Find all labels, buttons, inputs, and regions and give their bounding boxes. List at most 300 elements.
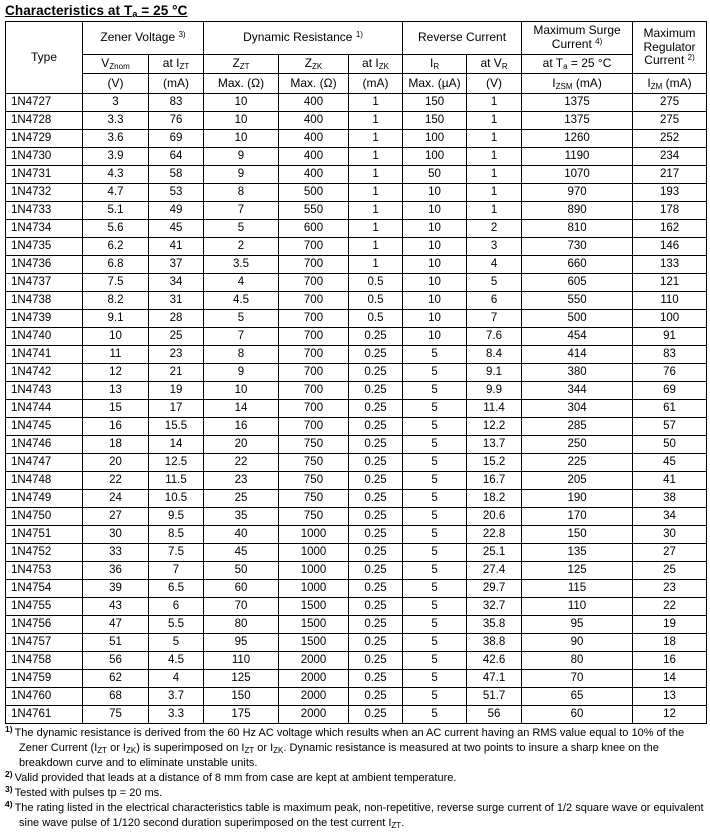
- cell-at-izk: 0.25: [349, 688, 403, 706]
- cell-izsm: 1190: [522, 148, 633, 166]
- cell-vznom: 7.5: [83, 274, 149, 292]
- footnote-marker: 2): [5, 769, 13, 779]
- cell-at-vr: 42.6: [467, 652, 522, 670]
- cell-zzk: 2000: [279, 706, 349, 724]
- cell-izm: 121: [633, 274, 707, 292]
- cell-at-vr: 1: [467, 202, 522, 220]
- cell-zzt: 2: [204, 238, 279, 256]
- cell-zzk: 400: [279, 130, 349, 148]
- cell-zzk: 550: [279, 202, 349, 220]
- cell-at-izt: 64: [149, 148, 204, 166]
- table-row: [6, 616, 707, 634]
- cell-zzt: 95: [204, 634, 279, 652]
- cell-at-izt: 37: [149, 256, 204, 274]
- cell-type: 1N4757: [6, 634, 83, 652]
- cell-at-vr: 8.4: [467, 346, 522, 364]
- cell-at-izt: 58: [149, 166, 204, 184]
- cell-izm: 22: [633, 598, 707, 616]
- cell-type: 1N4733: [6, 202, 83, 220]
- cell-at-vr: 9.1: [467, 364, 522, 382]
- cell-at-izk: 0.25: [349, 526, 403, 544]
- cell-ir: 5: [403, 346, 467, 364]
- cell-at-vr: 4: [467, 256, 522, 274]
- cell-at-vr: 1: [467, 130, 522, 148]
- cell-type: 1N4756: [6, 616, 83, 634]
- cell-ir: 5: [403, 634, 467, 652]
- unit-row: [6, 74, 707, 94]
- table-row: [6, 508, 707, 526]
- cell-type: 1N4738: [6, 292, 83, 310]
- cell-at-vr: 5: [467, 274, 522, 292]
- cell-at-vr: 1: [467, 148, 522, 166]
- cell-at-vr: 12.2: [467, 418, 522, 436]
- cell-ir: 5: [403, 400, 467, 418]
- cell-at-izk: 0.25: [349, 328, 403, 346]
- cell-zzt: 10: [204, 130, 279, 148]
- cell-at-izk: 0.25: [349, 598, 403, 616]
- cell-type: 1N4736: [6, 256, 83, 274]
- cell-ir: 10: [403, 256, 467, 274]
- cell-zzk: 500: [279, 184, 349, 202]
- cell-ir: 10: [403, 292, 467, 310]
- cell-izm: 18: [633, 634, 707, 652]
- cell-zzk: 2000: [279, 688, 349, 706]
- group-header-max-regulator-current: Maximum Regulator Current $^{2)}$: [633, 22, 707, 74]
- cell-vznom: 39: [83, 580, 149, 598]
- cell-vznom: 33: [83, 544, 149, 562]
- cell-type: 1N4759: [6, 670, 83, 688]
- cell-ir: 5: [403, 436, 467, 454]
- cell-vznom: 5.6: [83, 220, 149, 238]
- cell-izm: 162: [633, 220, 707, 238]
- cell-zzk: 700: [279, 292, 349, 310]
- table-row: [6, 670, 707, 688]
- characteristics-table: [5, 21, 707, 724]
- cell-zzk: 1000: [279, 526, 349, 544]
- cell-at-izt: 34: [149, 274, 204, 292]
- cell-at-vr: 2: [467, 220, 522, 238]
- cell-zzt: 125: [204, 670, 279, 688]
- cell-at-vr: 27.4: [467, 562, 522, 580]
- cell-izsm: 304: [522, 400, 633, 418]
- cell-ir: 5: [403, 382, 467, 400]
- cell-at-vr: 47.1: [467, 670, 522, 688]
- cell-vznom: 24: [83, 490, 149, 508]
- table-row: [6, 112, 707, 130]
- cell-vznom: 3.3: [83, 112, 149, 130]
- cell-at-izk: 1: [349, 220, 403, 238]
- table-row: [6, 94, 707, 112]
- cell-vznom: 75: [83, 706, 149, 724]
- cell-vznom: 15: [83, 400, 149, 418]
- cell-zzt: 8: [204, 346, 279, 364]
- cell-ir: 10: [403, 238, 467, 256]
- cell-at-izk: 0.5: [349, 274, 403, 292]
- cell-at-izk: 1: [349, 184, 403, 202]
- table-row: [6, 256, 707, 274]
- cell-zzk: 750: [279, 436, 349, 454]
- cell-type: 1N4734: [6, 220, 83, 238]
- cell-zzk: 700: [279, 238, 349, 256]
- cell-at-izt: 9.5: [149, 508, 204, 526]
- cell-izsm: 170: [522, 508, 633, 526]
- table-row: [6, 310, 707, 328]
- symbol-header: $Z_{ZT}$: [204, 55, 279, 74]
- cell-zzk: 700: [279, 382, 349, 400]
- cell-at-vr: 1: [467, 184, 522, 202]
- cell-at-izt: 4.5: [149, 652, 204, 670]
- cell-izm: 19: [633, 616, 707, 634]
- cell-zzk: 400: [279, 112, 349, 130]
- cell-at-izk: 1: [349, 166, 403, 184]
- cell-ir: 10: [403, 220, 467, 238]
- cell-izsm: 80: [522, 652, 633, 670]
- cell-at-izt: 10.5: [149, 490, 204, 508]
- cell-zzk: 1000: [279, 580, 349, 598]
- cell-zzt: 22: [204, 454, 279, 472]
- cell-izm: 14: [633, 670, 707, 688]
- cell-at-izt: 69: [149, 130, 204, 148]
- cell-at-izt: 3.7: [149, 688, 204, 706]
- cell-at-vr: 29.7: [467, 580, 522, 598]
- cell-vznom: 22: [83, 472, 149, 490]
- cell-at-izt: 21: [149, 364, 204, 382]
- cell-at-izt: 14: [149, 436, 204, 454]
- cell-izm: 61: [633, 400, 707, 418]
- cell-at-izt: 5: [149, 634, 204, 652]
- cell-zzt: 23: [204, 472, 279, 490]
- cell-ir: 5: [403, 598, 467, 616]
- cell-at-vr: 7: [467, 310, 522, 328]
- cell-at-izk: 1: [349, 238, 403, 256]
- cell-zzk: 1500: [279, 616, 349, 634]
- column-header-type: Type: [6, 22, 83, 94]
- cell-izm: 91: [633, 328, 707, 346]
- cell-at-izt: 83: [149, 94, 204, 112]
- cell-izsm: 1375: [522, 112, 633, 130]
- cell-at-izk: 0.25: [349, 400, 403, 418]
- cell-at-vr: 15.2: [467, 454, 522, 472]
- cell-at-izk: 1: [349, 202, 403, 220]
- cell-zzt: 16: [204, 418, 279, 436]
- cell-at-vr: 13.7: [467, 436, 522, 454]
- cell-vznom: 20: [83, 454, 149, 472]
- cell-at-izk: 0.25: [349, 544, 403, 562]
- cell-ir: 5: [403, 616, 467, 634]
- footnote: [5, 771, 705, 786]
- symbol-header: at $I_{ZK}$: [349, 55, 403, 74]
- cell-ir: 50: [403, 166, 467, 184]
- cell-zzk: 1500: [279, 598, 349, 616]
- cell-izsm: 125: [522, 562, 633, 580]
- table-row: [6, 202, 707, 220]
- unit-header: (V): [467, 74, 522, 94]
- cell-vznom: 47: [83, 616, 149, 634]
- cell-type: 1N4758: [6, 652, 83, 670]
- cell-at-vr: 1: [467, 112, 522, 130]
- cell-ir: 100: [403, 148, 467, 166]
- cell-vznom: 36: [83, 562, 149, 580]
- cell-zzk: 400: [279, 166, 349, 184]
- unit-header: $I_{ZSM}$ (mA): [522, 74, 633, 94]
- cell-zzk: 700: [279, 274, 349, 292]
- group-row: [6, 22, 707, 55]
- cell-at-vr: 11.4: [467, 400, 522, 418]
- cell-zzk: 400: [279, 148, 349, 166]
- symbol-header: $V_{Znom}$: [83, 55, 149, 74]
- cell-at-izt: 76: [149, 112, 204, 130]
- cell-izm: 146: [633, 238, 707, 256]
- group-header-max-surge-current: Maximum Surge Current $^{4)}$: [522, 22, 633, 55]
- cell-izsm: 970: [522, 184, 633, 202]
- cell-ir: 5: [403, 670, 467, 688]
- cell-zzt: 70: [204, 598, 279, 616]
- cell-type: 1N4748: [6, 472, 83, 490]
- cell-izm: 34: [633, 508, 707, 526]
- cell-vznom: 56: [83, 652, 149, 670]
- cell-type: 1N4737: [6, 274, 83, 292]
- cell-ir: 10: [403, 274, 467, 292]
- cell-zzt: 9: [204, 364, 279, 382]
- cell-type: 1N4760: [6, 688, 83, 706]
- cell-at-izk: 0.5: [349, 310, 403, 328]
- table-row: [6, 706, 707, 724]
- cell-type: 1N4735: [6, 238, 83, 256]
- cell-zzt: 4: [204, 274, 279, 292]
- cell-ir: 150: [403, 94, 467, 112]
- cell-ir: 5: [403, 490, 467, 508]
- cell-zzk: 700: [279, 346, 349, 364]
- cell-zzt: 5: [204, 220, 279, 238]
- footnotes: [5, 726, 705, 831]
- cell-at-izk: 0.25: [349, 490, 403, 508]
- cell-at-izt: 5.5: [149, 616, 204, 634]
- cell-zzt: 14: [204, 400, 279, 418]
- table-row: [6, 688, 707, 706]
- footnote-text: The rating listed in the electrical characteristics table is maximum peak, non-repetitive, reverse surge current of 1/2 square wave or equivalent sine wave pulse of 1/120 second duration superimposed on the test current $I_{ZT}$.: [14, 802, 704, 830]
- cell-at-izt: 3.3: [149, 706, 204, 724]
- cell-at-izk: 0.25: [349, 580, 403, 598]
- cell-vznom: 9.1: [83, 310, 149, 328]
- cell-type: 1N4747: [6, 454, 83, 472]
- cell-izm: 45: [633, 454, 707, 472]
- cell-izm: 12: [633, 706, 707, 724]
- cell-ir: 5: [403, 454, 467, 472]
- cell-zzt: 10: [204, 382, 279, 400]
- cell-zzk: 750: [279, 454, 349, 472]
- cell-at-izk: 0.25: [349, 634, 403, 652]
- cell-izsm: 500: [522, 310, 633, 328]
- cell-type: 1N4732: [6, 184, 83, 202]
- cell-at-izk: 1: [349, 256, 403, 274]
- cell-at-vr: 18.2: [467, 490, 522, 508]
- footnote-marker: 4): [5, 799, 13, 809]
- cell-izm: 100: [633, 310, 707, 328]
- cell-zzk: 1500: [279, 634, 349, 652]
- cell-ir: 5: [403, 508, 467, 526]
- cell-vznom: 43: [83, 598, 149, 616]
- cell-izsm: 60: [522, 706, 633, 724]
- unit-header: Max. (Ω): [204, 74, 279, 94]
- cell-type: 1N4727: [6, 94, 83, 112]
- cell-izm: 16: [633, 652, 707, 670]
- cell-at-vr: 25.1: [467, 544, 522, 562]
- cell-at-izt: 6.5: [149, 580, 204, 598]
- cell-zzk: 750: [279, 508, 349, 526]
- footnote-text: Valid provided that leads at a distance of 8 mm from case are kept at ambient temperature.: [14, 772, 457, 784]
- cell-izsm: 1375: [522, 94, 633, 112]
- cell-izsm: 95: [522, 616, 633, 634]
- cell-zzt: 7: [204, 328, 279, 346]
- cell-zzt: 175: [204, 706, 279, 724]
- cell-izsm: 65: [522, 688, 633, 706]
- cell-zzt: 25: [204, 490, 279, 508]
- cell-zzk: 700: [279, 328, 349, 346]
- cell-izm: 275: [633, 94, 707, 112]
- cell-at-izk: 1: [349, 94, 403, 112]
- cell-vznom: 3: [83, 94, 149, 112]
- cell-at-izt: 25: [149, 328, 204, 346]
- cell-zzt: 9: [204, 148, 279, 166]
- cell-at-izk: 0.25: [349, 364, 403, 382]
- footnote-text: Tested with pulses tp = 20 ms.: [14, 787, 163, 799]
- cell-izsm: 380: [522, 364, 633, 382]
- cell-ir: 5: [403, 418, 467, 436]
- cell-ir: 5: [403, 562, 467, 580]
- cell-zzt: 150: [204, 688, 279, 706]
- cell-izm: 133: [633, 256, 707, 274]
- cell-ir: 5: [403, 652, 467, 670]
- symbol-header: $I_R$: [403, 55, 467, 74]
- cell-ir: 5: [403, 526, 467, 544]
- cell-type: 1N4729: [6, 130, 83, 148]
- cell-at-izt: 15.5: [149, 418, 204, 436]
- cell-at-izk: 0.25: [349, 382, 403, 400]
- cell-at-vr: 22.8: [467, 526, 522, 544]
- table-row: [6, 652, 707, 670]
- cell-izsm: 205: [522, 472, 633, 490]
- cell-vznom: 11: [83, 346, 149, 364]
- table-row: [6, 130, 707, 148]
- cell-type: 1N4746: [6, 436, 83, 454]
- cell-at-vr: 7.6: [467, 328, 522, 346]
- cell-at-izk: 0.25: [349, 346, 403, 364]
- cell-izm: 30: [633, 526, 707, 544]
- cell-at-izk: 0.25: [349, 436, 403, 454]
- cell-zzt: 7: [204, 202, 279, 220]
- symbol-row: [6, 55, 707, 74]
- table-row: [6, 220, 707, 238]
- symbol-header: at $T_a = 25$ °C: [522, 55, 633, 74]
- cell-ir: 10: [403, 202, 467, 220]
- cell-type: 1N4742: [6, 364, 83, 382]
- cell-at-izk: 0.25: [349, 706, 403, 724]
- table-row: [6, 148, 707, 166]
- table-row: [6, 472, 707, 490]
- table-row: [6, 562, 707, 580]
- cell-at-izt: 41: [149, 238, 204, 256]
- cell-zzk: 700: [279, 256, 349, 274]
- cell-zzt: 50: [204, 562, 279, 580]
- cell-at-vr: 56: [467, 706, 522, 724]
- cell-at-izt: 8.5: [149, 526, 204, 544]
- cell-vznom: 10: [83, 328, 149, 346]
- footnote: [5, 726, 705, 771]
- cell-at-izt: 7.5: [149, 544, 204, 562]
- cell-vznom: 4.3: [83, 166, 149, 184]
- group-header-dynamic-resistance: Dynamic Resistance $^{1)}$: [204, 22, 403, 55]
- cell-izsm: 190: [522, 490, 633, 508]
- table-row: [6, 526, 707, 544]
- cell-at-izk: 0.25: [349, 508, 403, 526]
- cell-vznom: 6.8: [83, 256, 149, 274]
- cell-at-vr: 3: [467, 238, 522, 256]
- cell-at-izk: 1: [349, 148, 403, 166]
- cell-at-vr: 38.8: [467, 634, 522, 652]
- cell-vznom: 4.7: [83, 184, 149, 202]
- cell-vznom: 6.2: [83, 238, 149, 256]
- cell-zzt: 9: [204, 166, 279, 184]
- cell-izm: 27: [633, 544, 707, 562]
- cell-type: 1N4744: [6, 400, 83, 418]
- cell-at-izt: 45: [149, 220, 204, 238]
- table-row: [6, 454, 707, 472]
- cell-izsm: 70: [522, 670, 633, 688]
- cell-at-izk: 1: [349, 112, 403, 130]
- cell-zzt: 80: [204, 616, 279, 634]
- table-row: [6, 634, 707, 652]
- cell-vznom: 13: [83, 382, 149, 400]
- cell-at-vr: 9.9: [467, 382, 522, 400]
- table-header: [6, 22, 707, 94]
- cell-vznom: 27: [83, 508, 149, 526]
- table-row: [6, 418, 707, 436]
- cell-at-izk: 1: [349, 130, 403, 148]
- cell-vznom: 68: [83, 688, 149, 706]
- cell-at-vr: 1: [467, 94, 522, 112]
- table-row: [6, 292, 707, 310]
- cell-vznom: 51: [83, 634, 149, 652]
- footnote-marker: 3): [5, 784, 13, 794]
- cell-izm: 41: [633, 472, 707, 490]
- unit-header: Max. (µA): [403, 74, 467, 94]
- cell-izm: 23: [633, 580, 707, 598]
- cell-izm: 217: [633, 166, 707, 184]
- cell-izsm: 1070: [522, 166, 633, 184]
- table-row: [6, 400, 707, 418]
- group-header-reverse-current: Reverse Current: [403, 22, 522, 55]
- footnote: [5, 801, 705, 831]
- cell-at-izt: 6: [149, 598, 204, 616]
- table-row: [6, 166, 707, 184]
- unit-header: (mA): [349, 74, 403, 94]
- footnote-text: The dynamic resistance is derived from the 60 Hz AC voltage which results when an AC current having an RMS value equal to 10% of the Zener Current ($I_{ZT}$ or $I_{ZK}$) is superimposed on $I_{ZT}$ or $I_{ZK}$. Dynamic resistance is measured at two points to insure a sharp knee on the breakdown curve and to eliminate unstable units.: [14, 727, 685, 769]
- cell-type: 1N4745: [6, 418, 83, 436]
- cell-zzk: 700: [279, 418, 349, 436]
- cell-ir: 10: [403, 310, 467, 328]
- table-body: [6, 94, 707, 724]
- cell-at-izt: 12.5: [149, 454, 204, 472]
- cell-at-izk: 0.25: [349, 670, 403, 688]
- cell-izm: 38: [633, 490, 707, 508]
- cell-type: 1N4761: [6, 706, 83, 724]
- cell-type: 1N4753: [6, 562, 83, 580]
- cell-at-vr: 1: [467, 166, 522, 184]
- cell-zzk: 600: [279, 220, 349, 238]
- unit-header: $I_{ZM}$ (mA): [633, 74, 707, 94]
- cell-zzt: 3.5: [204, 256, 279, 274]
- unit-header: (V): [83, 74, 149, 94]
